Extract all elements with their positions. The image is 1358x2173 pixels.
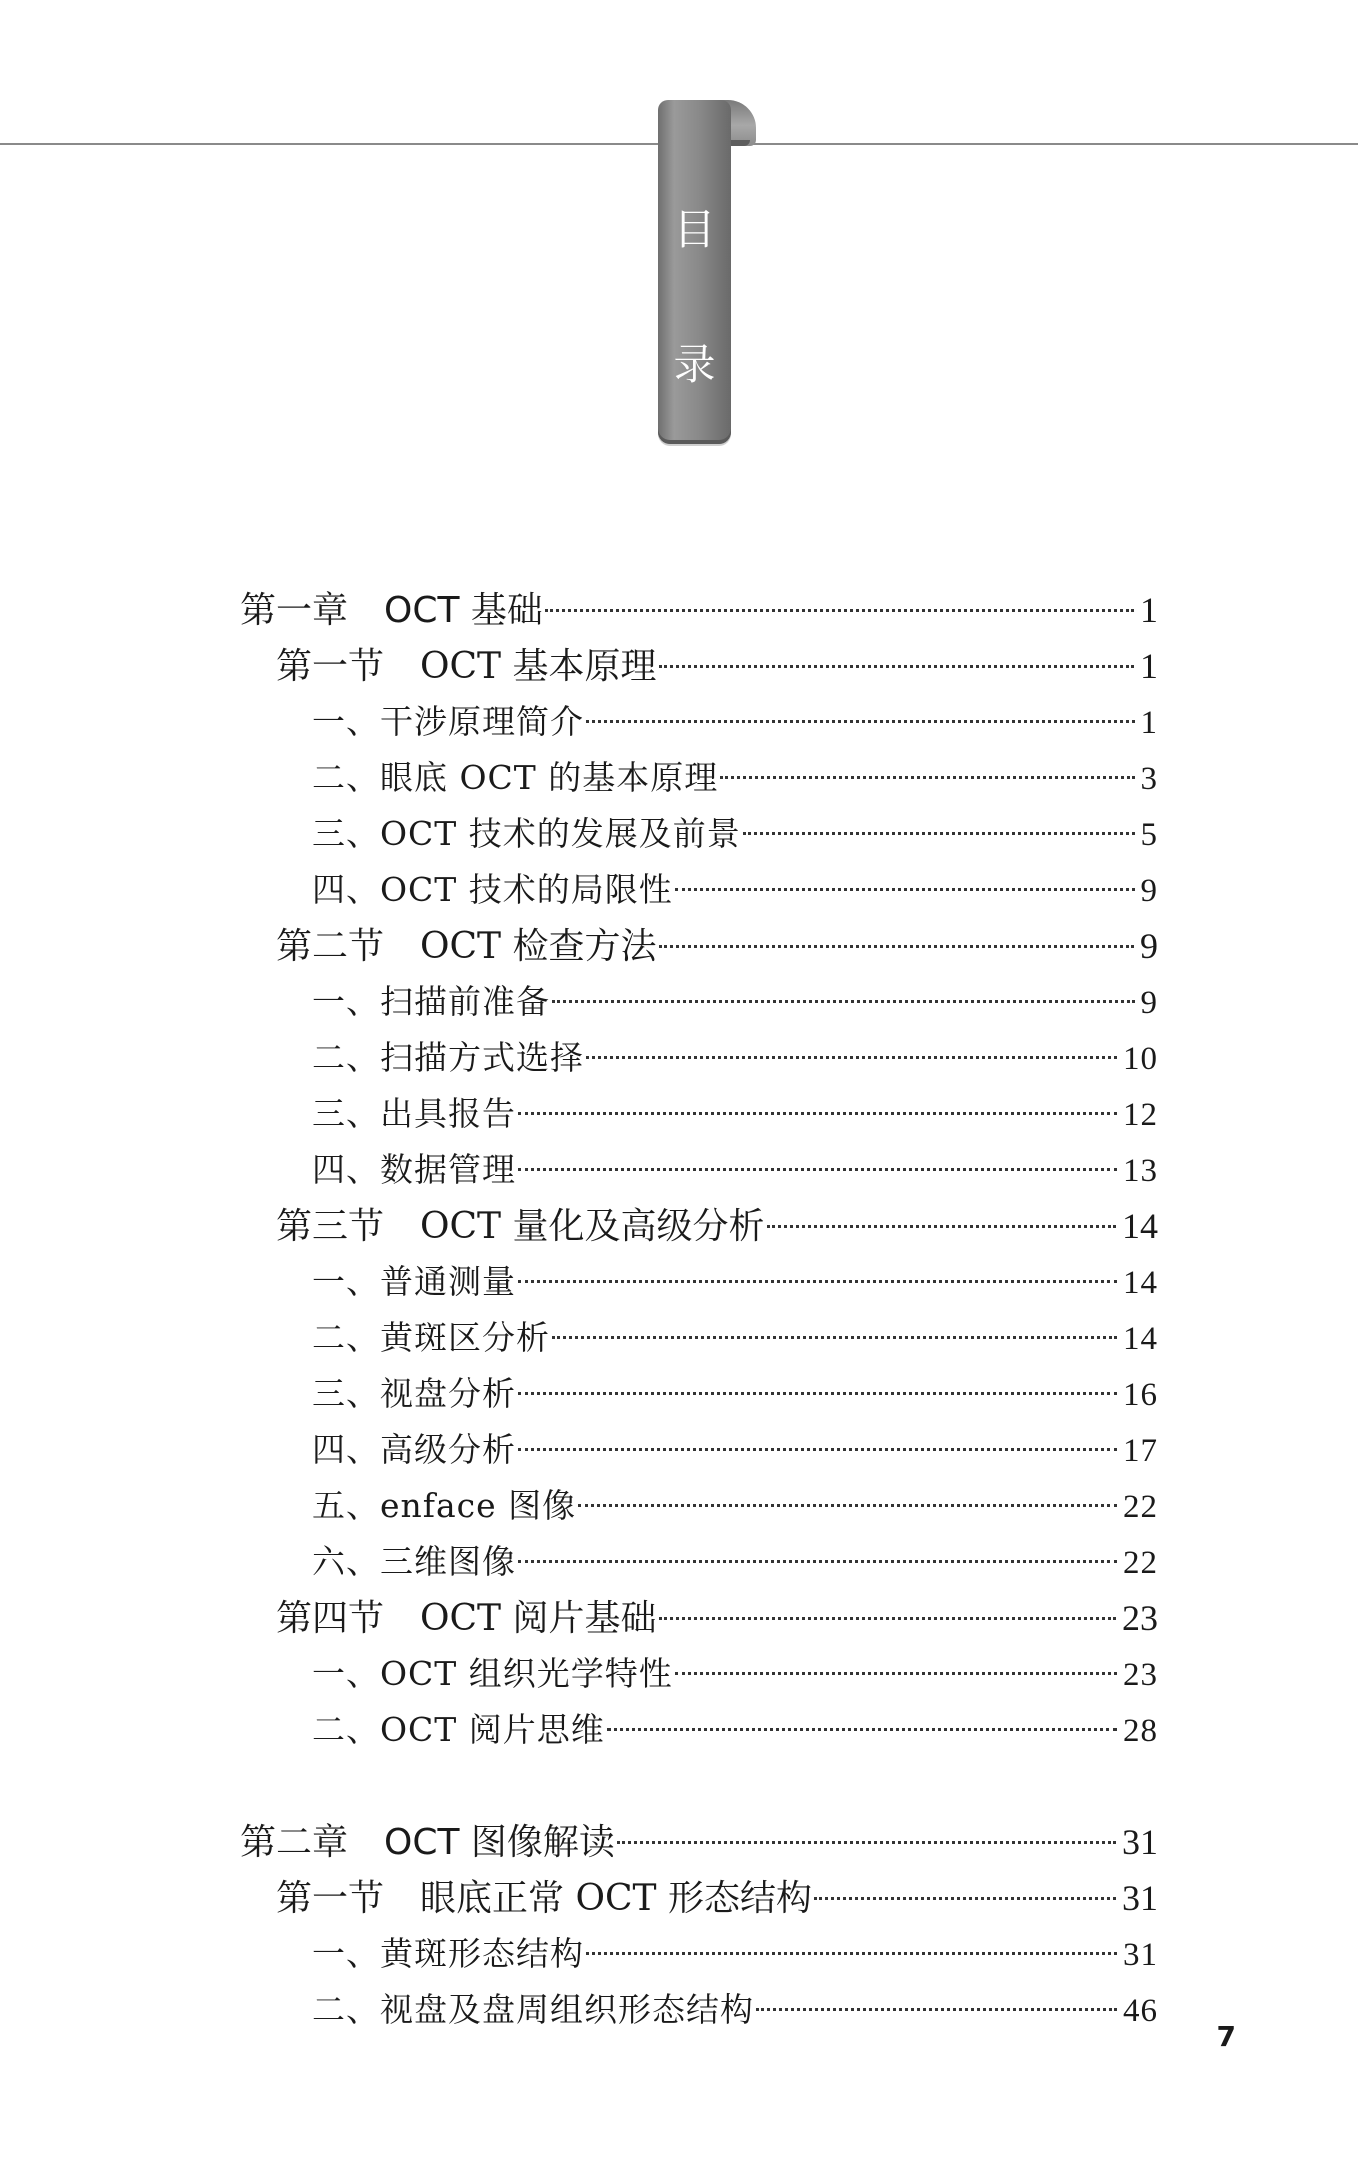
toc-entry-page: 31 [1122, 1822, 1158, 1862]
toc-entry-title: 一、干涉原理简介 [312, 702, 584, 741]
toc-entry-title: 第二章 OCT 图像解读 [240, 1822, 615, 1863]
toc-item-entry[interactable] [312, 809, 1158, 859]
toc-entry-title: 第一章 OCT 基础 [240, 590, 543, 631]
toc-entry-page: 14 [1122, 1206, 1158, 1246]
toc-entry-page: 12 [1123, 1097, 1158, 1133]
dot-leader [518, 1168, 1117, 1171]
toc-entry-page: 17 [1123, 1433, 1158, 1469]
dot-leader [518, 1280, 1117, 1283]
dot-leader [578, 1504, 1117, 1507]
toc-item-entry[interactable] [312, 1089, 1158, 1139]
dot-leader [586, 720, 1135, 723]
toc-entry-title: 一、OCT 组织光学特性 [312, 1654, 673, 1693]
toc-entry-page: 3 [1140, 761, 1158, 797]
toc-entry-page: 23 [1122, 1598, 1158, 1638]
toc-entry-title: 二、视盘及盘周组织形态结构 [312, 1990, 754, 2029]
toc-section-entry[interactable] [276, 1201, 1158, 1251]
toc-entry-page: 23 [1123, 1657, 1158, 1693]
toc-entry-page: 14 [1123, 1321, 1158, 1357]
toc-entry-page: 31 [1123, 1937, 1158, 1973]
dot-leader [552, 1336, 1117, 1339]
toc-entry-page: 16 [1123, 1377, 1158, 1413]
toc-section-entry[interactable] [276, 1873, 1158, 1923]
toc-item-entry[interactable] [312, 1985, 1158, 2035]
toc-item-entry[interactable] [312, 1145, 1158, 1195]
dot-leader [552, 1000, 1135, 1003]
toc-item-entry[interactable] [312, 1929, 1158, 1979]
dot-leader [743, 832, 1135, 835]
toc-chapter-entry[interactable] [240, 1817, 1158, 1867]
toc-item-entry[interactable] [312, 1369, 1158, 1419]
toc-entry-page: 13 [1123, 1153, 1158, 1189]
toc-item-entry[interactable] [312, 1649, 1158, 1699]
dot-leader [518, 1448, 1117, 1451]
dot-leader [675, 1672, 1117, 1675]
dot-leader [518, 1112, 1117, 1115]
bookmark-char-mu: 目 [673, 205, 716, 254]
toc-entry-title: 二、OCT 阅片思维 [312, 1710, 605, 1749]
dot-leader [617, 1841, 1116, 1844]
toc-entry-page: 31 [1122, 1878, 1158, 1918]
page-number: 7 [1216, 2020, 1236, 2053]
toc-entry-title: 第二节 OCT 检查方法 [276, 926, 657, 967]
dot-leader [545, 609, 1134, 612]
dot-leader [518, 1560, 1117, 1563]
bookmark-char-lu: 录 [673, 340, 716, 389]
dot-leader [814, 1897, 1116, 1900]
toc-entry-title: 四、数据管理 [312, 1150, 516, 1189]
toc-entry-page: 46 [1123, 1993, 1158, 2029]
toc-item-entry[interactable] [312, 753, 1158, 803]
toc-entry-page: 1 [1140, 705, 1158, 741]
toc-entry-title: 六、三维图像 [312, 1542, 516, 1581]
dot-leader [659, 1617, 1116, 1620]
toc-item-entry[interactable] [312, 1313, 1158, 1363]
toc-entry-title: 四、高级分析 [312, 1430, 516, 1469]
toc-entry-page: 1 [1140, 590, 1158, 630]
toc-entry-page: 9 [1140, 873, 1158, 909]
toc-entry-page: 5 [1140, 817, 1158, 853]
dot-leader [659, 665, 1134, 668]
toc-entry-title: 二、眼底 OCT 的基本原理 [312, 758, 719, 797]
toc-entry-title: 四、OCT 技术的局限性 [312, 870, 673, 909]
toc-entry-page: 1 [1140, 646, 1158, 686]
dot-leader [607, 1728, 1117, 1731]
toc-entry-page: 10 [1123, 1041, 1158, 1077]
dot-leader [518, 1392, 1117, 1395]
toc-item-entry[interactable] [312, 865, 1158, 915]
toc-entry-page: 9 [1140, 926, 1158, 966]
toc-item-entry[interactable] [312, 1481, 1158, 1531]
toc-entry-page: 22 [1123, 1545, 1158, 1581]
toc-entry-title: 二、黄斑区分析 [312, 1318, 550, 1357]
toc-item-entry[interactable] [312, 697, 1158, 747]
toc-entry-title: 第一节 眼底正常 OCT 形态结构 [276, 1878, 812, 1919]
toc-entry-title: 第三节 OCT 量化及高级分析 [276, 1206, 765, 1247]
dot-leader [675, 888, 1135, 891]
toc-entry-title: 第四节 OCT 阅片基础 [276, 1598, 657, 1639]
toc-entry-page: 9 [1140, 985, 1158, 1021]
toc-section-entry[interactable] [276, 1593, 1158, 1643]
toc-entry-title: 三、OCT 技术的发展及前景 [312, 814, 741, 853]
toc-entry-page: 14 [1123, 1265, 1158, 1301]
dot-leader [756, 2008, 1117, 2011]
dot-leader [586, 1952, 1117, 1955]
toc-bookmark-tab [658, 100, 731, 444]
toc-item-entry[interactable] [312, 1033, 1158, 1083]
toc-item-entry[interactable] [312, 1537, 1158, 1587]
toc-item-entry[interactable] [312, 1257, 1158, 1307]
toc-item-entry[interactable] [312, 977, 1158, 1027]
dot-leader [720, 776, 1134, 779]
toc-entry-title: 一、普通测量 [312, 1262, 516, 1301]
toc-entry-title: 五、enface 图像 [312, 1486, 577, 1525]
toc-section-entry[interactable] [276, 921, 1158, 971]
toc-item-entry[interactable] [312, 1425, 1158, 1475]
toc-item-entry[interactable] [312, 1705, 1158, 1755]
toc-entry-title: 一、扫描前准备 [312, 982, 550, 1021]
toc-entry-title: 三、出具报告 [312, 1094, 516, 1133]
toc-chapter-entry[interactable] [240, 585, 1158, 635]
toc-entry-page: 22 [1123, 1489, 1158, 1525]
toc-entry-title: 一、黄斑形态结构 [312, 1934, 584, 1973]
toc-entry-title: 二、扫描方式选择 [312, 1038, 584, 1077]
dot-leader [659, 945, 1134, 948]
toc-entry-title: 三、视盘分析 [312, 1374, 516, 1413]
toc-entry-title: 第一节 OCT 基本原理 [276, 646, 657, 687]
dot-leader [586, 1056, 1117, 1059]
toc-section-entry[interactable] [276, 641, 1158, 691]
dot-leader [767, 1225, 1116, 1228]
toc-entry-page: 28 [1123, 1713, 1158, 1749]
